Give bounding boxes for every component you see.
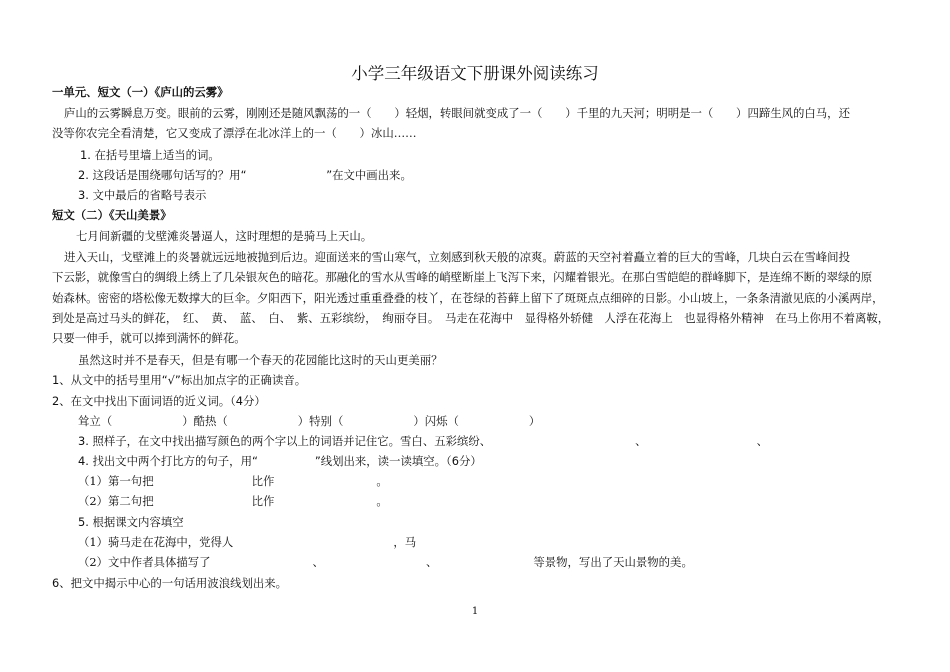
q1-item2: 2. 这段话是围绕哪句话写的？用“ ”在文中画出来。 — [78, 168, 412, 182]
synonym-a: 耸立（ — [78, 414, 113, 428]
passage2-line: 进入天山，戈壁滩上的炎暑就远远地被抛到后边。迎面送来的雪山寒气，立刻感到秋天般的凉爽。蔚蓝的天空衬着矗立着的巨大的雪峰，几块白云在雪峰间投 — [64, 250, 850, 264]
passage2-last: 虽然这时并不是春天，但是有哪一个春天的花园能比这时的天山更美丽？ — [78, 353, 443, 367]
q2-item5-line2-end: 等景物，写出了天山景物的美。 — [533, 555, 693, 569]
q2-item4-line2 — [78, 494, 388, 508]
q2-item3-sep1: 、 — [635, 434, 647, 448]
q2-item5-line1 — [78, 535, 416, 549]
bizuo-label: 比作 — [251, 494, 275, 508]
period: 。 — [376, 474, 388, 488]
page-title: 小学三年级语文下册课外阅读练习 — [351, 64, 599, 83]
synonym-e: ） — [528, 414, 541, 428]
q2-item1: 1、从文中的括号里用“√”标出加点字的正确读音。 — [52, 373, 307, 387]
q2-item3-text: 3. 照样子，在文中找出描写颜色的两个字以上的词语并记住它。雪白、五彩缤纷、 — [78, 434, 492, 448]
passage2-intro: 七月间新疆的戈壁滩炎暑逼人，这时理想的是骑马上天山。 — [76, 229, 373, 243]
q2-item4-line2-start: （2）第二句把 — [78, 494, 154, 508]
q2-item4-line1-start: （1）第一句把 — [78, 474, 154, 488]
q2-item3-sep2: 、 — [756, 434, 768, 448]
q2-item5-line2-start: （2）文中作者具体描写了 — [78, 555, 211, 569]
q1-item1: 1. 在括号里墙上适当的词。 — [80, 148, 220, 162]
q2-item5-sep1: 、 — [312, 555, 324, 569]
q2-item4: 4. 找出文中两个打比方的句子，用“ ”线划出来，读一读填空。（6分） — [78, 454, 482, 468]
unit1-heading: 一单元、短文（一）《庐山的云雾》 — [52, 85, 229, 99]
synonym-c: ）特别（ — [297, 414, 344, 428]
q2-item5: 5. 根据课文内容填空 — [78, 515, 184, 529]
q2-item2: 2、在文中找出下面词语的近义词。（4分） — [52, 394, 266, 408]
bizuo-label: 比作 — [251, 474, 275, 488]
passage1-line2: 没等你农完全看清楚，它又变成了漂浮在北冰洋上的一（ ）冰山…… — [52, 126, 417, 140]
synonym-d: ）闪烁（ — [413, 414, 459, 428]
period: 。 — [376, 494, 388, 508]
synonym-row — [78, 414, 540, 428]
q2-item5-sep2: 、 — [425, 555, 438, 569]
q2-item3 — [78, 434, 768, 448]
q2-item5-line2 — [78, 555, 693, 569]
q2-item5-line1-mid: ，马 — [393, 535, 417, 549]
q2-item4-line1 — [78, 474, 388, 488]
passage2-line: 只要一伸手，就可以捧到满怀的鲜花。 — [52, 331, 246, 345]
passage1-line1: 庐山的云雾瞬息万变。眼前的云雾，刚刚还是随风飘荡的一（ ）轻烟，转眼间就变成了一（ ）千里的九天河；明明是一（ ）四蹄生风的白马，还 — [64, 106, 850, 120]
q1-item3: 3. 文中最后的省略号表示 — [78, 188, 207, 202]
q2-item6: 6、把文中揭示中心的一句话用波浪线划出来。 — [52, 576, 288, 590]
page-number: 1 — [471, 606, 479, 617]
passage2-line: 到处是高过马头的鲜花， 红、 黄、 蓝、 白、 紫、五彩缤纷， 绚丽夺目。 马走在花海中 显得格外轿健 人浮在花海上 也显得格外精神 在马上你用不着离鞍， — [52, 311, 890, 325]
synonym-b: ）酷热（ — [182, 414, 228, 428]
unit2-heading: 短文（二）《天山美景》 — [52, 208, 172, 222]
q2-item5-line1-start: （1）骑马走在花海中，党得人 — [78, 535, 234, 549]
passage2-line: 始森林。密密的塔松像无数撑大的巨伞。夕阳西下，阳光透过重重叠叠的枝丫，在苍绿的苔藓上留下了斑斑点点细碎的日影。小山坡上，一条条清澈见底的小溪两岸， — [52, 291, 884, 305]
passage2-line: 下云影，就像雪白的绸缎上绣上了几朵银灰色的暗花。那融化的雪水从雪峰的峭壁断崖上飞泻下来，闪耀着银光。在那白雪皑皑的群峰脚下，是连绵不断的翠绿的原 — [52, 270, 873, 284]
